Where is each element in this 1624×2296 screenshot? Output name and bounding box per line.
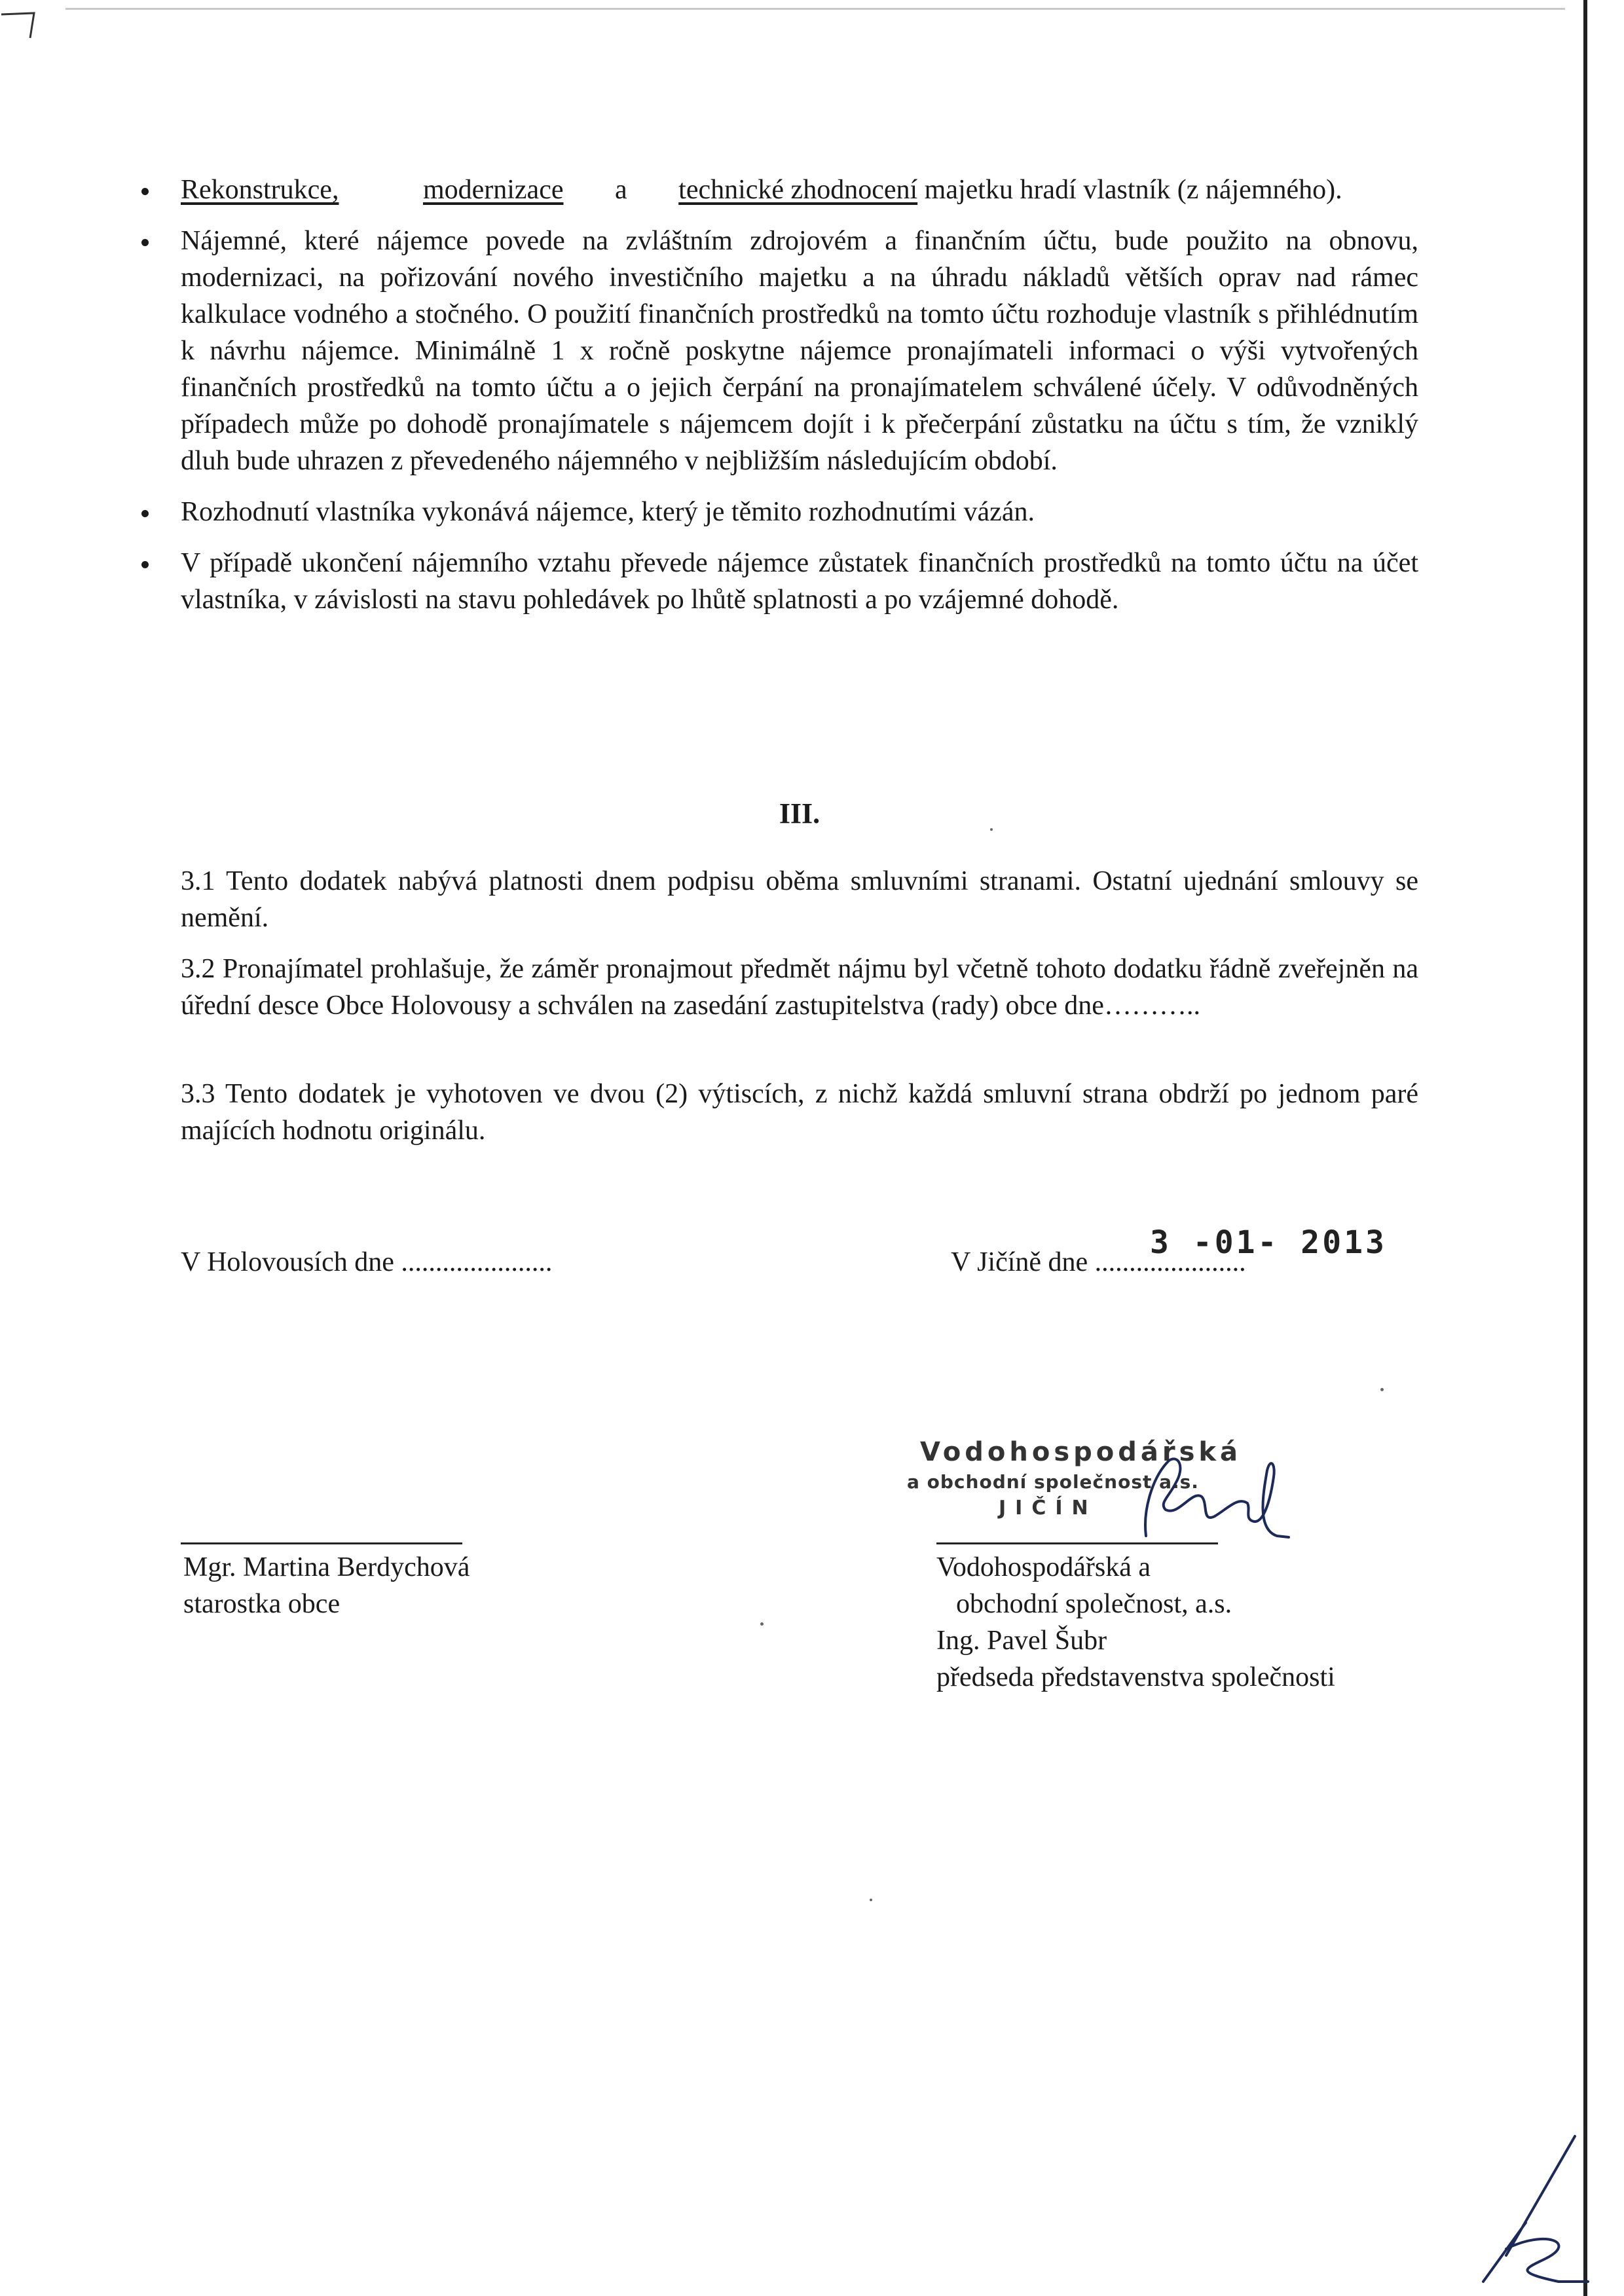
underlined-term: Rekonstrukce,	[181, 175, 339, 205]
underlined-term: technické zhodnocení	[678, 175, 918, 205]
list-item	[181, 223, 1418, 479]
list-item-text: Rozhodnutí vlastníka vykonává nájemce, který je těmito rozhodnutími vázán.	[181, 497, 1035, 527]
place-date-right: V Jičíně dne ......................	[951, 1247, 1246, 1277]
list-item	[181, 545, 1418, 618]
list-item	[181, 494, 1418, 530]
corner-mark	[0, 9, 39, 42]
section-heading: III.	[779, 797, 821, 829]
signatory-role: předseda představenstva společnosti	[936, 1662, 1335, 1692]
signature-line-right	[936, 1542, 1218, 1544]
stamp-line: a obchodní společnost a.s.	[907, 1471, 1199, 1493]
scan-speck	[990, 828, 993, 831]
clause-paragraph: 3.2 Pronajímatel prohlašuje, že záměr pronajmout předmět nájmu byl včetně tohoto dodatku řádně zveřejněn na úřední desce Obce Holovousy a schválen na zasedání zastupitelstva (rady) obce dne………..	[181, 954, 1418, 1021]
signatory-left	[183, 1549, 470, 1622]
scan-speck	[760, 1622, 764, 1626]
stamp-line: Vodohospodářská	[920, 1437, 1242, 1467]
scan-edge-top	[65, 8, 1565, 10]
date-stamp: 3 -01- 2013	[1150, 1224, 1387, 1261]
bullet-icon	[141, 561, 149, 568]
signatory-role: starostka obce	[183, 1589, 341, 1619]
list-item-text: majetku hradí vlastník (z nájemného).	[924, 175, 1342, 205]
list-item-text: Nájemné, které nájemce povede na zvláštním zdrojovém a finančním účtu, bude použito na obnovu, modernizaci, na pořizování nového investičního majetku a na úhradu nákladů větších oprav nad rámec kalkulace vodného a stočného. O použití finančních prostředků na tomto účtu rozhoduje vlastník s přihlédnutím k návrhu nájemce. Minimálně 1 x ročně poskytne nájemce pronajímateli informaci o výši vytvořených finančních prostředků na tomto účtu a o jejich čerpání na pronajímatelem schválené účely. V odůvodněných případech může po dohodě pronajímatele s nájemcem dojít i k přečerpání zůstatku na účtu s tím, že vzniklý dluh bude uhrazen z převedeného nájemného v nejbližším následujícím období.	[181, 226, 1418, 476]
signature-line-left	[181, 1542, 462, 1544]
signatory-org: obchodní společnost, a.s.	[956, 1589, 1232, 1619]
handwritten-signature	[1139, 1438, 1290, 1549]
signatory-right	[936, 1549, 1335, 1696]
scan-edge-right	[1583, 0, 1587, 2296]
clause-paragraph: 3.3 Tento dodatek je vyhotoven ve dvou (2) výtiscích, z nichž každá smluvní strana obdrží po jednom paré majících hodnotu originálu.	[181, 1079, 1418, 1146]
list-item	[181, 172, 1418, 208]
bullet-icon	[141, 188, 149, 195]
stamp-line: JIČÍN	[999, 1497, 1098, 1520]
handwritten-initials	[1467, 2131, 1591, 2288]
bullet-icon	[141, 510, 149, 517]
conditions-list	[181, 172, 1418, 632]
scan-speck	[870, 1899, 872, 1901]
list-item-text: a	[615, 175, 627, 205]
signatory-name: Mgr. Martina Berdychová	[183, 1552, 470, 1582]
underlined-term: modernizace	[422, 175, 564, 205]
scan-speck	[1380, 1388, 1384, 1391]
list-item-text: V případě ukončení nájemního vztahu převede nájemce zůstatek finančních prostředků na tomto účtu na účet vlastníka, v závislosti na stavu pohledávek po lhůtě splatnosti a po vzájemné dohodě.	[181, 548, 1418, 615]
place-date-left: V Holovousích dne ......................	[181, 1247, 553, 1277]
bullet-icon	[141, 239, 149, 246]
signatory-name: Ing. Pavel Šubr	[936, 1626, 1107, 1656]
signatory-org: Vodohospodářská a	[936, 1552, 1151, 1582]
clause-paragraph: 3.1 Tento dodatek nabývá platnosti dnem podpisu oběma smluvními stranami. Ostatní ujednání smlouvy se nemění.	[181, 866, 1418, 933]
